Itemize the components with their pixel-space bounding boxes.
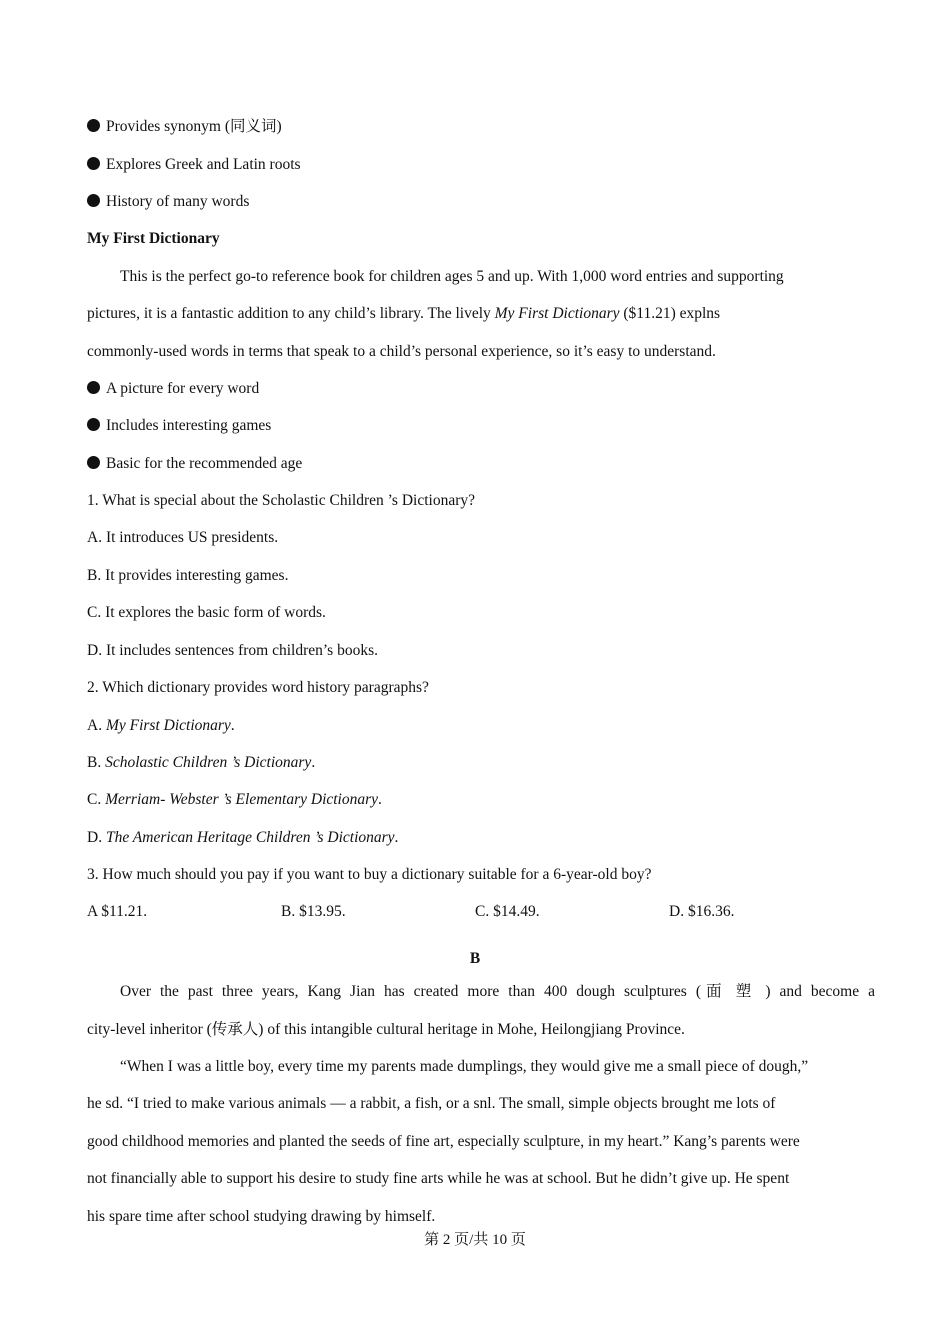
bullet-item: Provides synonym (同义词) bbox=[87, 117, 875, 137]
bullet-item: Explores Greek and Latin roots bbox=[87, 155, 875, 175]
question-stem: 1. What is special about the Scholastic Children ’s Dictionary? bbox=[87, 492, 475, 509]
paragraph-line: he sd. “I tried to make various animals — a rabbit, a fish, or a snl. The small, simple objects brought me lots of bbox=[87, 1095, 776, 1112]
answer-option: A $11.21. bbox=[87, 903, 148, 920]
bullet-item: History of many words bbox=[87, 192, 875, 212]
bullet-icon bbox=[87, 157, 100, 170]
paragraph-line: “When I was a little boy, every time my parents made dumplings, they would give me a small piece of dough,” bbox=[120, 1058, 809, 1075]
paragraph-line: his spare time after school studying drawing by himself. bbox=[87, 1208, 436, 1225]
answer-option: D. The American Heritage Children ’s Dictionary. bbox=[87, 829, 399, 846]
bullet-icon bbox=[87, 456, 100, 469]
answer-option: C. Merriam- Webster ’s Elementary Dictionary. bbox=[87, 791, 382, 808]
bullet-item: Includes interesting games bbox=[87, 416, 875, 436]
answer-option: D. It includes sentences from children’s books. bbox=[87, 642, 378, 659]
paragraph-line: not financially able to support his desire to study fine arts while he was at school. But he didn’t give up. He spent bbox=[87, 1170, 790, 1187]
paragraph-line: This is the perfect go-to reference book for children ages 5 and up. With 1,000 word entries and supporting bbox=[120, 268, 784, 285]
answer-option: D. $16.36. bbox=[669, 903, 735, 920]
bullet-icon bbox=[87, 418, 100, 431]
question-stem: 3. How much should you pay if you want to buy a dictionary suitable for a 6-year-old boy? bbox=[87, 866, 652, 883]
answer-option: C. It explores the basic form of words. bbox=[87, 604, 326, 621]
section-b-heading: B bbox=[469, 950, 481, 967]
paragraph-line: commonly-used words in terms that speak to a child’s personal experience, so it’s easy to understand. bbox=[87, 343, 716, 360]
question-stem: 2. Which dictionary provides word history paragraphs? bbox=[87, 679, 429, 696]
answer-options-row bbox=[87, 902, 875, 922]
paragraph-line: good childhood memories and planted the seeds of fine art, especially sculpture, in my heart.” Kang’s parents were bbox=[87, 1133, 800, 1150]
answer-option: B. It provides interesting games. bbox=[87, 567, 289, 584]
page-number: 第 2 页/共 10 页 bbox=[424, 1232, 526, 1248]
answer-option: A. My First Dictionary. bbox=[87, 717, 235, 734]
answer-option: A. It introduces US presidents. bbox=[87, 529, 279, 546]
section-heading: My First Dictionary bbox=[87, 230, 220, 247]
bullet-item: A picture for every word bbox=[87, 379, 875, 399]
bullet-item: Basic for the recommended age bbox=[87, 454, 875, 474]
bullet-icon bbox=[87, 381, 100, 394]
bullet-icon bbox=[87, 194, 100, 207]
answer-option: B. $13.95. bbox=[281, 903, 346, 920]
answer-option: C. $14.49. bbox=[475, 903, 540, 920]
bullet-icon bbox=[87, 119, 100, 132]
paragraph-line: city-level inheritor (传承人) of this intangible cultural heritage in Mohe, Heilongjiang Province. bbox=[87, 1021, 685, 1038]
paragraph-line: pictures, it is a fantastic addition to any child’s library. The lively My First Dictionary ($11.21) explns bbox=[87, 305, 721, 322]
paragraph-line: Over the past three years, Kang Jian has created more than 400 dough sculptures (面 塑 ) and become a bbox=[120, 983, 875, 1000]
book-title: My First Dictionary bbox=[494, 305, 620, 322]
answer-option: B. Scholastic Children ’s Dictionary. bbox=[87, 754, 316, 771]
